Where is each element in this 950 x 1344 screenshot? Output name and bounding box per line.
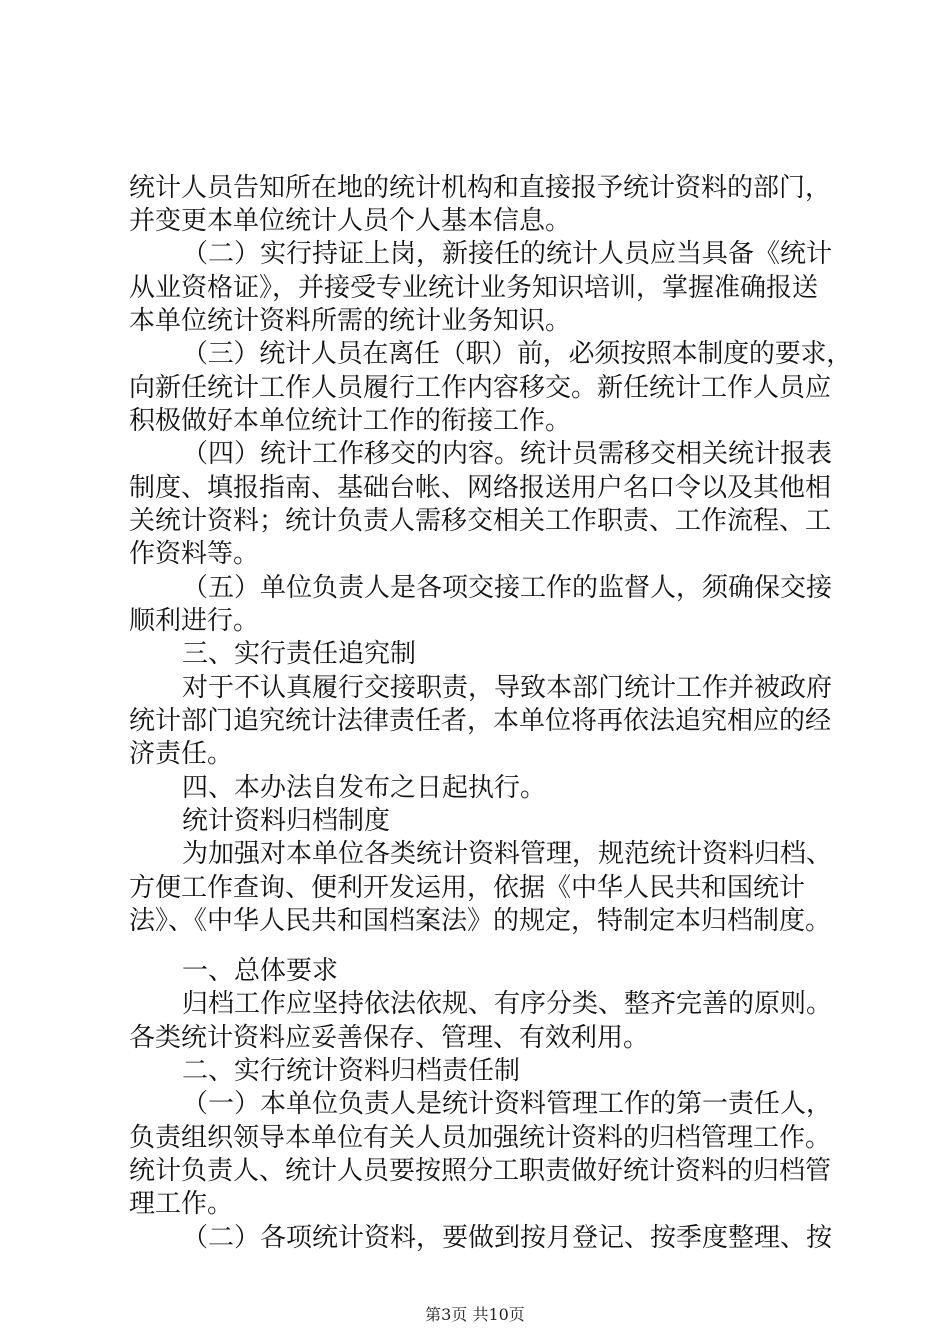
text-line: 作资料等。 [129,539,260,569]
text-line: 为加强对本单位各类统计资料管理，规范统计资料归档、 [182,839,833,869]
text-line: （五）单位负责人是各项交接工作的监督人，须确保交接 [182,573,833,603]
section-heading: 三、实行责任追究制 [182,639,417,669]
text-line: 理工作。 [129,1189,234,1219]
text-line: （三）统计人员在离任（职）前，必须按照本制度的要求， [182,339,853,369]
text-line: 各类统计资料应妥善保存、管理、有效利用。 [129,1023,650,1053]
document-title: 统计资料归档制度 [182,806,391,836]
text-line: 本单位统计资料所需的统计业务知识。 [129,306,572,336]
section-heading: 二、实行统计资料归档责任制 [182,1056,521,1086]
text-line: 制度、填报指南、基础台帐、网络报送用户名口令以及其他相 [129,473,832,503]
text-line: （二）各项统计资料，要做到按月登记、按季度整理、按 [182,1223,833,1253]
text-line: 并变更本单位统计人员个人基本信息。 [129,206,572,236]
text-line: （一）本单位负责人是统计资料管理工作的第一责任人， [182,1089,833,1119]
text-line: 积极做好本单位统计工作的衔接工作。 [129,406,572,436]
text-line: 负责组织领导本单位有关人员加强统计资料的归档管理工作。 [129,1123,832,1153]
text-line: 归档工作应坚持依法依规、有序分类、整齐完善的原则。 [182,989,833,1019]
text-line: 统计部门追究统计法律责任者，本单位将再依法追究相应的经 [129,706,832,736]
page-footer: 第3页 共10页 [425,1305,525,1324]
text-line: （四）统计工作移交的内容。统计员需移交相关统计报表 [182,439,833,469]
text-line: 法》、《中华人民共和国档案法》的规定，特制定本归档制度。 [129,906,832,936]
text-line: 向新任统计工作人员履行工作内容移交。新任统计工作人员应 [129,373,832,403]
text-line: 济责任。 [129,739,234,769]
text-line: 关统计资料；统计负责人需移交相关工作职责、工作流程、工 [129,506,832,536]
text-line: 方便工作查询、便利开发运用，依据《中华人民共和国统计 [129,873,806,903]
section-heading: 四、本办法自发布之日起执行。 [182,773,547,803]
text-line: 统计人员告知所在地的统计机构和直接报予统计资料的部门， [129,173,832,203]
text-line: 对于不认真履行交接职责，导致本部门统计工作并被政府 [182,673,833,703]
text-line: 统计负责人、统计人员要按照分工职责做好统计资料的归档管 [129,1156,832,1186]
text-line: （二）实行持证上岗，新接任的统计人员应当具备《统计 [182,239,833,269]
text-line: 从业资格证》，并接受专业统计业务知识培训，掌握准确报送 [129,273,819,303]
text-line: 顺利进行。 [129,606,260,636]
section-heading: 一、总体要求 [182,956,339,986]
